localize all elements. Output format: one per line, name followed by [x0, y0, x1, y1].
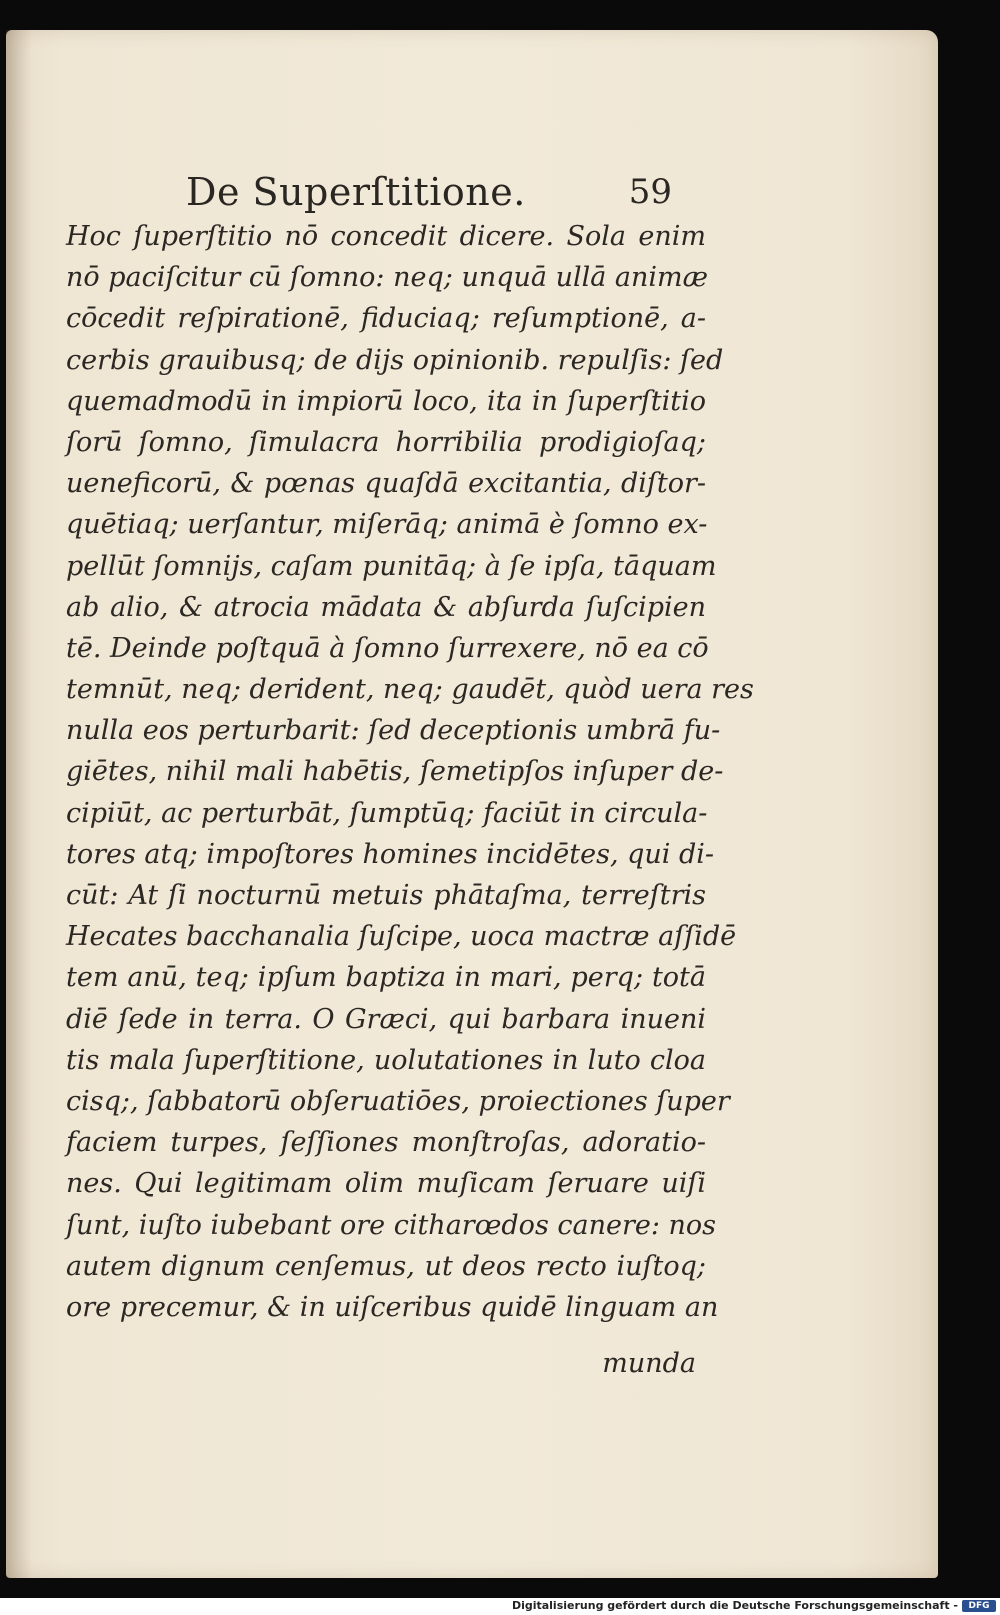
- text-line: cisq;, ſabbatorū obſeruatiōes, proiectiones ſuper: [66, 1085, 730, 1117]
- text-line: quētiaq; uerſantur, miſerāq; animā è ſomno ex-: [66, 509, 708, 541]
- text-line: faciem turpes, ſeſſiones monſtroſas, adoratio-: [66, 1127, 706, 1159]
- catchword: munda: [602, 1348, 696, 1379]
- funding-footer: [0, 1598, 1000, 1615]
- dfg-logo-text: DFG: [968, 1601, 990, 1611]
- text-line: Hoc ſuperſtitio nō concedit dicere. Sola enim: [66, 221, 706, 252]
- body-text: [66, 216, 754, 1328]
- dfg-logo: [962, 1600, 996, 1612]
- text-line: giētes, nihil mali habētis, ſemetipſos inſuper de-: [66, 756, 724, 788]
- text-line: cōcedit reſpirationē, fiduciaq; reſumptionē, a-: [66, 303, 706, 335]
- running-title: De Superſtitione.: [186, 170, 526, 214]
- text-line: diē ſede in terra. O Græci, qui barbara inueni: [66, 1003, 706, 1035]
- text-line: cūt: At ſi nocturnū metuis phātaſma, terreſtris: [66, 880, 706, 911]
- text-line: Hecates bacchanalia ſuſcipe, uoca mactræ aſſidē: [66, 921, 737, 953]
- text-line: tem anū, teq; ipſum baptiza in mari, perq; totā: [66, 962, 706, 994]
- book-page: [6, 30, 938, 1578]
- running-head: [186, 170, 686, 216]
- text-line: cerbis grauibusq; de dijs opinionib. repulſis: ſed: [66, 344, 724, 376]
- text-line: ab alio, & atrocia mādata & abſurda ſuſcipien: [66, 591, 706, 623]
- text-line: nes. Qui legitimam olim muſicam ſeruare uiſi: [66, 1168, 706, 1200]
- text-line: ſorū ſomno, ſimulacra horribilia prodigioſaq;: [66, 426, 706, 458]
- text-line: ſunt, iuſto iubebant ore citharœdos canere: nos: [66, 1209, 717, 1241]
- text-line: tē. Deinde poſtquā à ſomno ſurrexere, nō ea cō: [66, 632, 709, 664]
- gutter-shadow: [6, 30, 32, 1578]
- text-line: quemadmodū in impiorū loco, ita in ſuperſtitio: [66, 385, 706, 417]
- text-line: tores atq; impoſtores homines incidētes, qui di-: [66, 838, 715, 870]
- text-line: nulla eos perturbarit: ſed deceptionis umbrā fu-: [66, 715, 721, 747]
- text-line: temnūt, neq; derident, neq; gaudēt, quòd uera res: [66, 674, 754, 706]
- page-number: 59: [628, 172, 672, 212]
- funding-credit: Digitalisierung gefördert durch die Deutsche Forschungsgemeinschaft -: [511, 1599, 958, 1612]
- text-line: pellūt ſomnijs, caſam punitāq; à ſe ipſa, tāquam: [66, 550, 717, 582]
- text-line: autem dignum cenſemus, ut deos recto iuſtoq;: [66, 1250, 706, 1282]
- text-line: nō paciſcitur cū ſomno: neq; unquā ullā animæ: [66, 262, 709, 294]
- text-line: tis mala ſuperſtitione, uolutationes in luto cloa: [66, 1044, 706, 1076]
- text-line: cipiūt, ac perturbāt, ſumptūq; faciūt in circula-: [66, 797, 708, 829]
- text-line: ore precemur, & in uiſceribus quidē linguam an: [66, 1291, 719, 1323]
- text-line: ueneficorū, & pœnas quaſdā excitantia, diſtor-: [66, 468, 706, 500]
